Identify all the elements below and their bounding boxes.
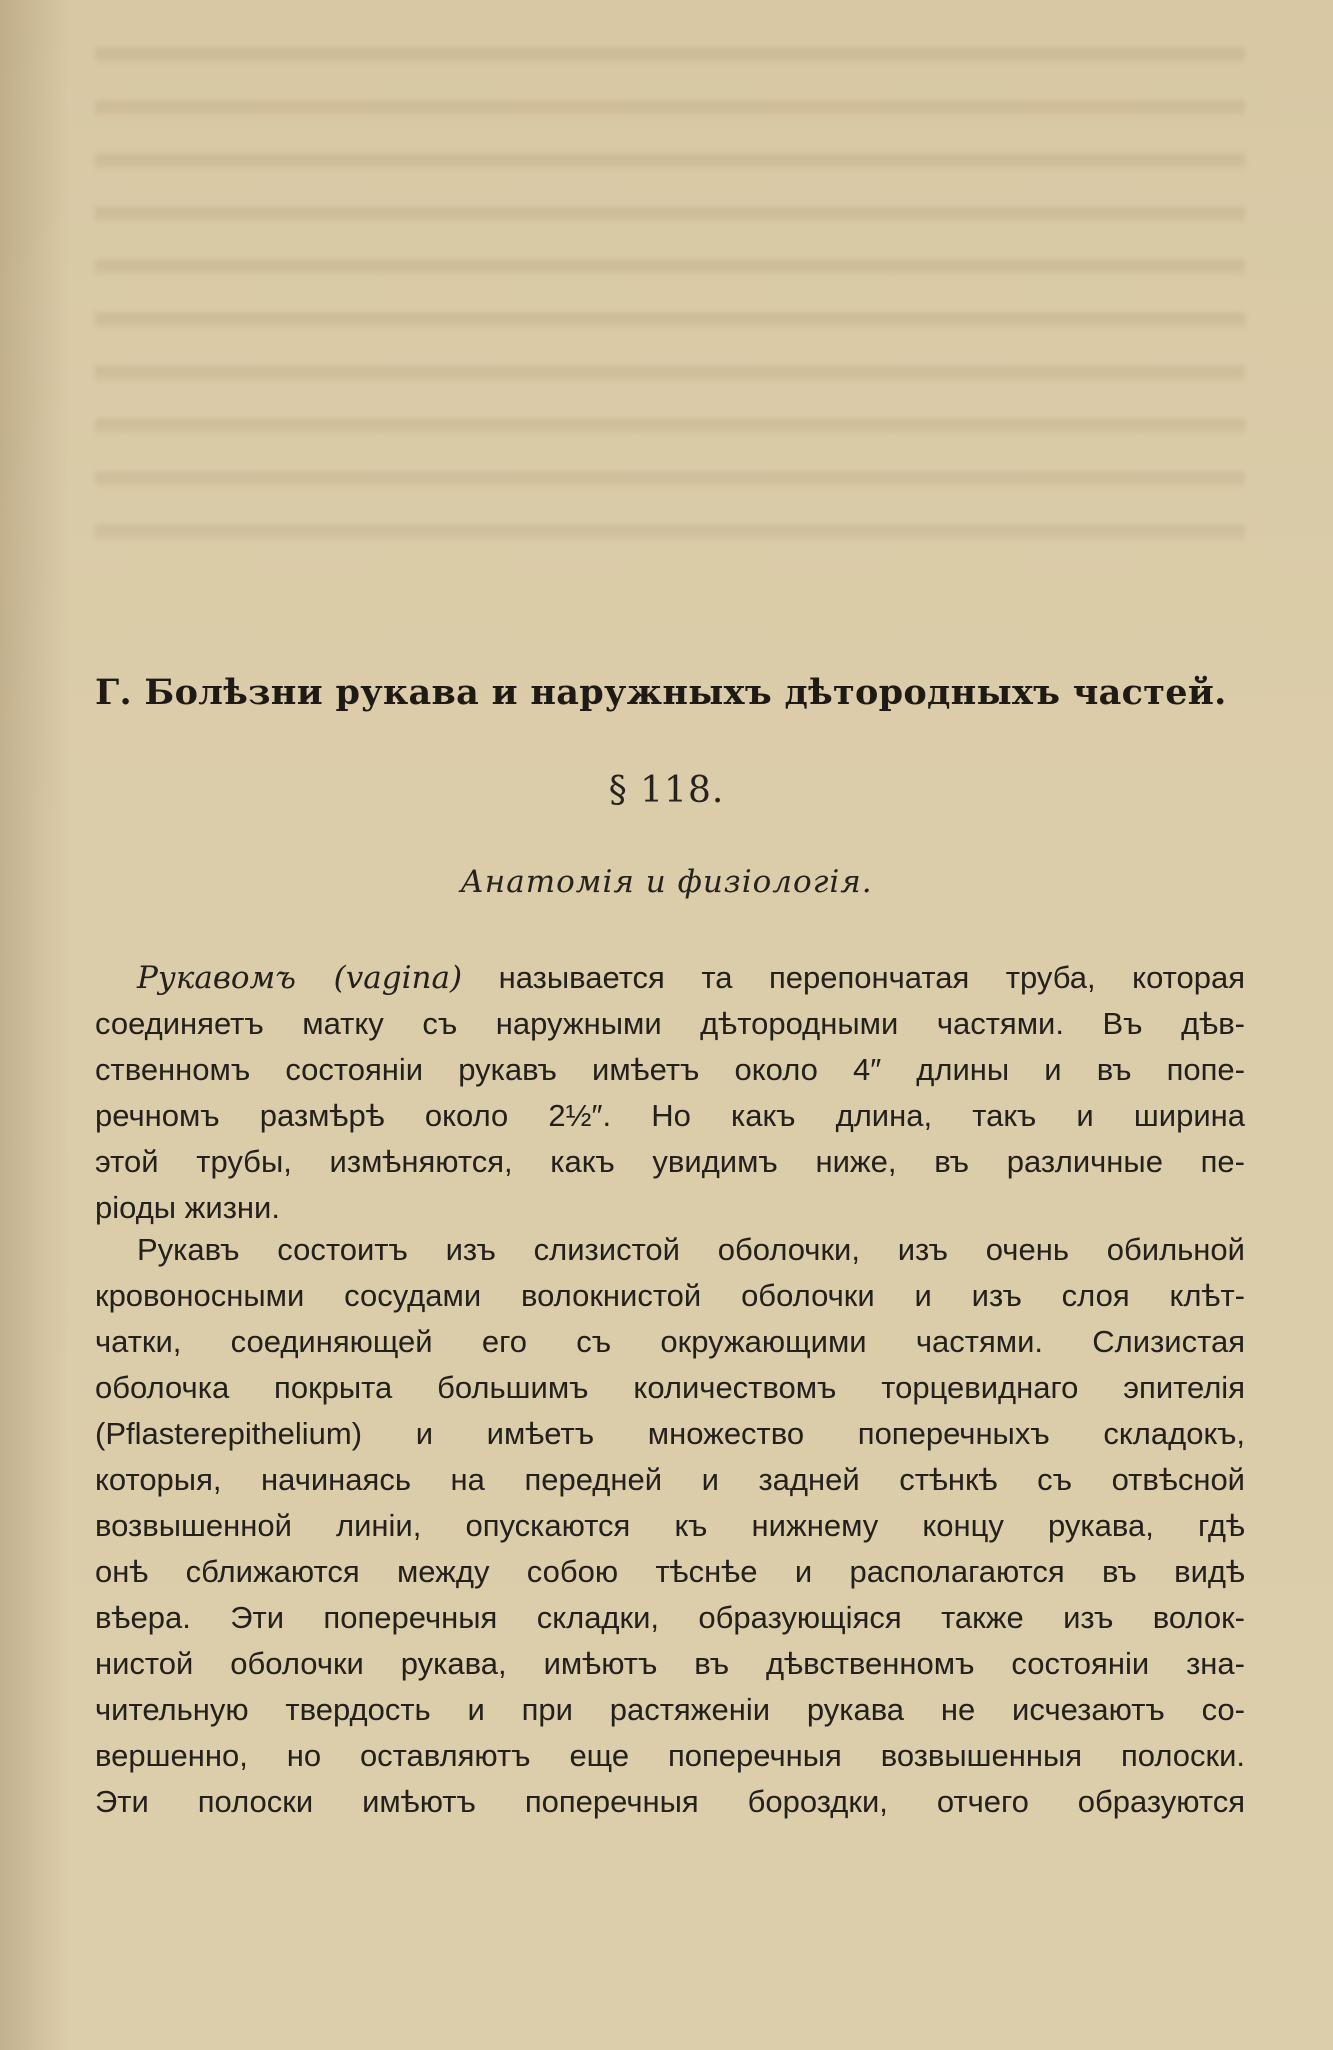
paragraph-1-line: [95, 955, 1245, 1001]
paragraph-1-line: речномъ размѣрѣ около 2½″. Но какъ длина, такъ и ширина: [95, 1098, 1245, 1133]
paragraph-1-line: этой трубы, измѣняются, какъ увидимъ ниже, въ различные пе-: [95, 1144, 1245, 1179]
paragraph-2-line: которыя, начинаясь на передней и задней стѣнкѣ съ отвѣсной: [95, 1462, 1245, 1497]
chapter-heading: Г. Болѣзни рукава и наружныхъ дѣтородныхъ частей.: [95, 672, 1227, 713]
section-subtitle: Анатомія и физіологія.: [460, 864, 873, 900]
paragraph-2-line: чительную твердость и при растяженіи рукава не исчезаютъ со-: [95, 1692, 1245, 1727]
paragraph-2-line: (Pflasterepithelium) и имѣетъ множество поперечныхъ складокъ,: [95, 1416, 1245, 1451]
paragraph-1-line: ріоды жизни.: [95, 1190, 280, 1225]
paragraph-2: [95, 1227, 1245, 1825]
paragraph-1-line: соединяетъ матку съ наружными дѣтородными частями. Въ дѣв-: [95, 1006, 1245, 1041]
paragraph-2-line: онѣ сближаются между собою тѣснѣе и располагаются въ видѣ: [95, 1554, 1245, 1589]
paragraph-2-line: оболочка покрыта большимъ количествомъ торцевиднаго эпителія: [95, 1370, 1245, 1405]
section-number: § 118.: [608, 770, 725, 811]
paragraph-2-line: кровоносными сосудами волокнистой оболочки и изъ слоя клѣт-: [95, 1278, 1245, 1313]
paragraph-2-line: вѣера. Эти поперечныя складки, образующіяся также изъ волок-: [95, 1600, 1245, 1635]
paragraph-2-line: Эти полоски имѣютъ поперечныя бороздки, отчего образуются: [95, 1784, 1245, 1819]
paragraph-2-line: нистой оболочки рукава, имѣютъ въ дѣвственномъ состояніи зна-: [95, 1646, 1245, 1681]
paragraph-1: [95, 955, 1245, 1231]
paragraph-1-lead-term: Рукавомъ (vagina): [137, 960, 463, 996]
paragraph-2-line: вершенно, но оставляютъ еще поперечныя возвышенныя полоски.: [95, 1738, 1245, 1773]
paragraph-2-line: чатки, соединяющей его съ окружающими частями. Слизистая: [95, 1324, 1245, 1359]
paragraph-2-line: возвышенной линіи, опускаются къ нижнему концу рукава, гдѣ: [95, 1508, 1245, 1543]
paragraph-1-line-text: называется та перепончатая труба, которая: [462, 960, 1245, 995]
paragraph-2-line: Рукавъ состоитъ изъ слизистой оболочки, изъ очень обильной: [137, 1232, 1245, 1267]
paragraph-1-line: ственномъ состояніи рукавъ имѣетъ около 4″ длины и въ попе-: [95, 1052, 1245, 1087]
